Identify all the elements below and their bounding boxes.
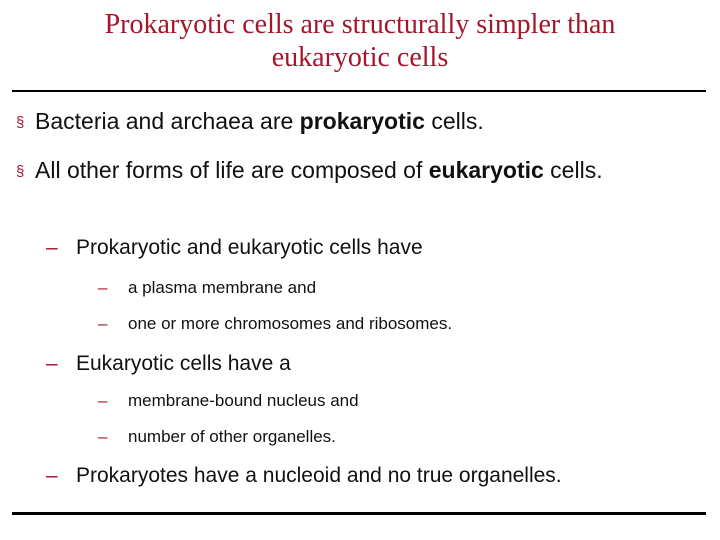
bullet-bold-term: eukaryotic	[428, 157, 544, 183]
title-line-1: Prokaryotic cells are structurally simpler than	[104, 9, 616, 40]
dash-marker: –	[98, 427, 108, 446]
dash-marker: –	[46, 352, 58, 375]
bullet-text-part: cells.	[543, 157, 603, 183]
sub-sub-bullet-text: membrane-bound nucleus and	[128, 391, 359, 410]
sub-sub-bullet	[98, 425, 336, 449]
title-divider	[12, 90, 706, 92]
sub-sub-bullet-text: one or more chromosomes and ribosomes.	[128, 314, 453, 333]
bullet-text	[35, 155, 696, 186]
bullet-eukaryotic	[16, 155, 696, 186]
bullet-text	[35, 106, 696, 137]
dash-marker: –	[98, 314, 108, 333]
sub-bullet-text: Eukaryotic cells have a	[76, 352, 291, 375]
sub-sub-bullet-text: number of other organelles.	[128, 427, 336, 446]
dash-marker: –	[98, 278, 108, 297]
sub-sub-bullet	[98, 389, 359, 413]
sub-bullet-eukaryotic-features	[46, 350, 291, 378]
title-line-2: eukaryotic cells	[271, 42, 449, 73]
sub-bullet-prokaryote-nucleoid	[46, 462, 562, 490]
bullet-text-part: Bacteria and archaea are	[35, 108, 300, 134]
dash-marker: –	[98, 391, 108, 410]
bullet-marker: §	[16, 163, 25, 180]
sub-bullet-shared-features	[46, 234, 423, 262]
sub-bullet-text: Prokaryotic and eukaryotic cells have	[76, 236, 423, 259]
bullet-text-part: All other forms of life are composed of	[35, 157, 429, 183]
bullet-text-part: cells.	[424, 108, 484, 134]
sub-bullet-text: Prokaryotes have a nucleoid and no true organelles.	[76, 464, 562, 487]
dash-marker: –	[46, 464, 58, 487]
sub-sub-bullet	[98, 276, 316, 300]
sub-sub-bullet	[98, 312, 452, 336]
footer-divider	[12, 512, 706, 515]
bullet-prokaryotic	[16, 106, 696, 137]
slide-title	[10, 8, 710, 74]
sub-sub-bullet-text: a plasma membrane and	[128, 278, 317, 297]
dash-marker: –	[46, 236, 58, 259]
bullet-bold-term: prokaryotic	[299, 108, 425, 134]
bullet-marker: §	[16, 114, 25, 131]
